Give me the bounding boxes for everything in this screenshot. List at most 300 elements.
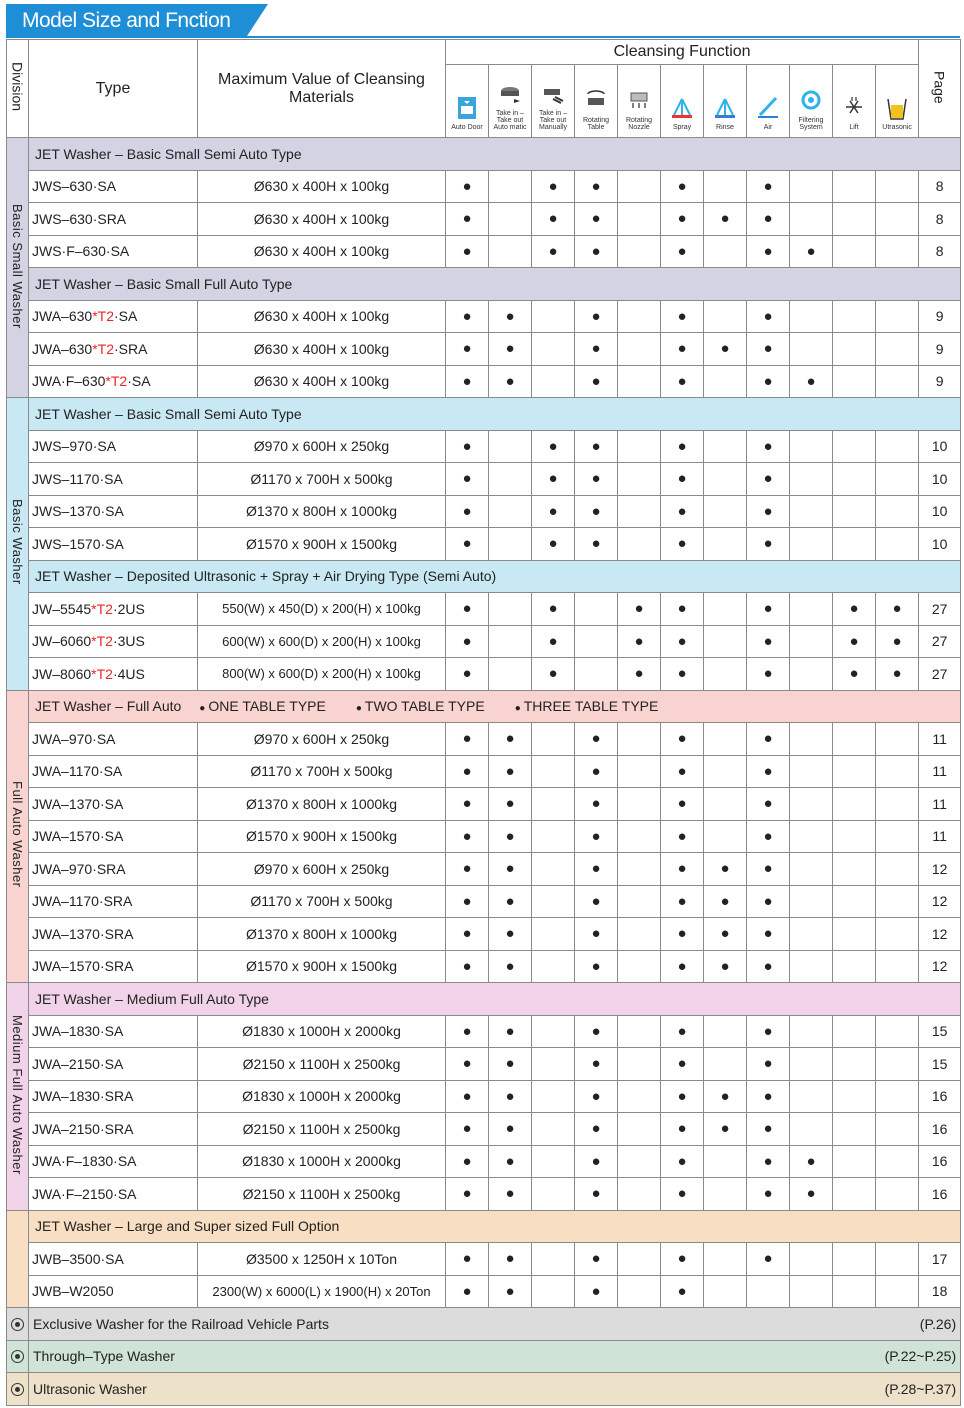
function-cell bbox=[661, 658, 704, 691]
function-cell bbox=[661, 528, 704, 561]
function-cell bbox=[704, 170, 747, 203]
function-header-spray bbox=[661, 65, 704, 138]
type-cell bbox=[29, 1145, 198, 1178]
function-cell bbox=[489, 463, 532, 496]
section-title-text: JET Washer – Basic Small Full Auto Type bbox=[35, 275, 293, 292]
auto-door-icon bbox=[455, 95, 479, 121]
section-header-row bbox=[7, 138, 961, 171]
function-cell bbox=[747, 755, 790, 788]
type-code: JWA–1830·SRA bbox=[32, 1088, 134, 1105]
function-cell bbox=[575, 755, 618, 788]
max-value-cell: Ø1570 x 900H x 1500kg bbox=[198, 950, 446, 983]
function-cell bbox=[661, 885, 704, 918]
page-cell: 17 bbox=[919, 1243, 961, 1276]
function-cell bbox=[704, 593, 747, 626]
function-cell bbox=[489, 1080, 532, 1113]
section-title bbox=[29, 983, 961, 1016]
function-cell bbox=[747, 1080, 790, 1113]
function-cell bbox=[747, 885, 790, 918]
feature-dot-icon: ● bbox=[677, 730, 687, 748]
function-cell bbox=[747, 625, 790, 658]
function-cell bbox=[618, 1048, 661, 1081]
function-cell bbox=[446, 333, 489, 366]
type-cell bbox=[29, 170, 198, 203]
type-code: JWA–970·SRA bbox=[32, 860, 126, 877]
function-cell bbox=[704, 1243, 747, 1276]
feature-dot-icon: ● bbox=[763, 957, 773, 975]
title-underline bbox=[6, 36, 960, 38]
feature-dot-icon: ● bbox=[548, 177, 558, 195]
type-code: ·SA bbox=[127, 373, 151, 390]
feature-dot-icon: ● bbox=[505, 957, 515, 975]
function-cell bbox=[876, 1178, 919, 1211]
feature-dot-icon: ● bbox=[763, 892, 773, 910]
function-cell bbox=[618, 365, 661, 398]
function-cell bbox=[618, 788, 661, 821]
function-cell bbox=[532, 918, 575, 951]
section-header-row bbox=[7, 1210, 961, 1243]
function-cell bbox=[661, 1275, 704, 1308]
feature-dot-icon: ● bbox=[677, 925, 687, 943]
feature-dot-icon: ● bbox=[505, 827, 515, 845]
type-code: JWA–1170·SRA bbox=[32, 893, 133, 910]
function-cell bbox=[489, 1113, 532, 1146]
page-cell: 15 bbox=[919, 1048, 961, 1081]
function-cell bbox=[833, 1015, 876, 1048]
function-cell bbox=[446, 950, 489, 983]
max-value-cell: Ø970 x 600H x 250kg bbox=[198, 853, 446, 886]
function-cell bbox=[747, 1145, 790, 1178]
function-cell bbox=[833, 820, 876, 853]
type-code: JWS–1370·SA bbox=[32, 503, 124, 520]
type-cell bbox=[29, 365, 198, 398]
feature-dot-icon: ● bbox=[634, 632, 644, 650]
function-cell bbox=[661, 1243, 704, 1276]
bullet-cell bbox=[7, 1373, 29, 1406]
feature-dot-icon: ● bbox=[677, 1250, 687, 1268]
function-cell bbox=[876, 723, 919, 756]
function-label: Rinse bbox=[716, 124, 734, 131]
function-cell bbox=[532, 820, 575, 853]
function-cell bbox=[618, 1178, 661, 1211]
feature-dot-icon: ● bbox=[462, 860, 472, 878]
function-cell bbox=[575, 593, 618, 626]
feature-dot-icon: ● bbox=[677, 340, 687, 358]
function-cell bbox=[833, 788, 876, 821]
function-cell bbox=[618, 593, 661, 626]
feature-dot-icon: ● bbox=[849, 632, 859, 650]
air-icon bbox=[756, 95, 780, 121]
type-code-suffix: *T2 bbox=[92, 308, 114, 325]
function-cell bbox=[747, 495, 790, 528]
feature-dot-icon: ● bbox=[677, 827, 687, 845]
function-cell bbox=[833, 1243, 876, 1276]
function-cell bbox=[532, 495, 575, 528]
function-cell bbox=[446, 1145, 489, 1178]
function-cell bbox=[833, 170, 876, 203]
function-cell bbox=[790, 333, 833, 366]
feature-dot-icon: ● bbox=[591, 892, 601, 910]
type-cell bbox=[29, 820, 198, 853]
function-cell bbox=[790, 1178, 833, 1211]
function-cell bbox=[618, 235, 661, 268]
function-cell bbox=[704, 1178, 747, 1211]
function-cell bbox=[489, 885, 532, 918]
function-cell bbox=[704, 885, 747, 918]
feature-dot-icon: ● bbox=[677, 372, 687, 390]
function-cell bbox=[618, 528, 661, 561]
function-cell bbox=[833, 1048, 876, 1081]
type-code-suffix: *T2 bbox=[91, 633, 113, 650]
feature-dot-icon: ● bbox=[591, 210, 601, 228]
function-cell bbox=[790, 1113, 833, 1146]
page-cell: 9 bbox=[919, 300, 961, 333]
feature-dot-icon: ● bbox=[462, 925, 472, 943]
function-cell bbox=[618, 300, 661, 333]
function-cell bbox=[618, 463, 661, 496]
type-cell bbox=[29, 528, 198, 561]
feature-dot-icon: ● bbox=[462, 1185, 472, 1203]
page-cell: 8 bbox=[919, 203, 961, 236]
function-header-rinse bbox=[704, 65, 747, 138]
division-label: Full Auto Washer bbox=[10, 781, 25, 888]
feature-dot-icon: ● bbox=[591, 795, 601, 813]
function-cell bbox=[575, 495, 618, 528]
type-code: ·SRA bbox=[113, 340, 148, 357]
function-cell bbox=[704, 1275, 747, 1308]
function-cell bbox=[532, 1275, 575, 1308]
function-cell bbox=[661, 1080, 704, 1113]
function-cell bbox=[790, 463, 833, 496]
function-cell bbox=[833, 1178, 876, 1211]
function-cell bbox=[532, 1080, 575, 1113]
type-cell bbox=[29, 1048, 198, 1081]
bullet-icon: ● bbox=[514, 703, 521, 715]
feature-dot-icon: ● bbox=[806, 372, 816, 390]
function-cell bbox=[489, 820, 532, 853]
function-cell bbox=[489, 1178, 532, 1211]
function-cell bbox=[532, 1113, 575, 1146]
function-cell bbox=[790, 625, 833, 658]
function-cell bbox=[790, 755, 833, 788]
function-cell bbox=[489, 1048, 532, 1081]
function-cell bbox=[575, 170, 618, 203]
function-cell bbox=[876, 463, 919, 496]
function-cell bbox=[790, 918, 833, 951]
feature-dot-icon: ● bbox=[720, 340, 730, 358]
table-row bbox=[7, 918, 961, 951]
feature-dot-icon: ● bbox=[505, 1120, 515, 1138]
function-cell bbox=[575, 333, 618, 366]
circle-bullet-icon bbox=[11, 1350, 24, 1363]
function-cell bbox=[833, 1113, 876, 1146]
function-cell bbox=[446, 1243, 489, 1276]
table-row bbox=[7, 625, 961, 658]
feature-dot-icon: ● bbox=[892, 665, 902, 683]
function-cell bbox=[575, 950, 618, 983]
feature-dot-icon: ● bbox=[462, 340, 472, 358]
type-code: ·SA bbox=[113, 308, 138, 325]
feature-dot-icon: ● bbox=[763, 1055, 773, 1073]
function-cell bbox=[532, 300, 575, 333]
section-title-text: JET Washer – Full Auto bbox=[35, 698, 182, 715]
type-code: ·2US bbox=[112, 600, 145, 617]
feature-dot-icon: ● bbox=[763, 1250, 773, 1268]
function-cell bbox=[876, 430, 919, 463]
function-cell bbox=[446, 853, 489, 886]
bottom-category-cell bbox=[29, 1340, 961, 1373]
feature-dot-icon: ● bbox=[763, 307, 773, 325]
section-title-text: JET Washer – Basic Small Semi Auto Type bbox=[35, 145, 302, 162]
page-cell: 9 bbox=[919, 333, 961, 366]
function-cell bbox=[618, 885, 661, 918]
type-code: JWA–970·SA bbox=[32, 730, 116, 747]
type-code: JWS–1170·SA bbox=[32, 470, 123, 487]
feature-dot-icon: ● bbox=[505, 1087, 515, 1105]
page-cell: 12 bbox=[919, 885, 961, 918]
function-cell bbox=[704, 820, 747, 853]
function-cell bbox=[489, 593, 532, 626]
function-cell bbox=[833, 658, 876, 691]
function-cell bbox=[489, 1015, 532, 1048]
function-cell bbox=[790, 658, 833, 691]
function-cell bbox=[661, 235, 704, 268]
max-value-cell: Ø1370 x 800H x 1000kg bbox=[198, 918, 446, 951]
feature-dot-icon: ● bbox=[591, 437, 601, 455]
function-label: Filtering System bbox=[798, 117, 824, 131]
function-cell bbox=[790, 885, 833, 918]
function-cell bbox=[876, 528, 919, 561]
table-row bbox=[7, 723, 961, 756]
type-cell bbox=[29, 593, 198, 626]
type-cell bbox=[29, 885, 198, 918]
function-cell bbox=[833, 203, 876, 236]
feature-dot-icon: ● bbox=[677, 535, 687, 553]
function-cell bbox=[833, 463, 876, 496]
feature-dot-icon: ● bbox=[720, 210, 730, 228]
function-cell bbox=[575, 853, 618, 886]
feature-dot-icon: ● bbox=[763, 925, 773, 943]
function-cell bbox=[618, 495, 661, 528]
function-cell bbox=[618, 658, 661, 691]
function-cell bbox=[618, 1113, 661, 1146]
function-cell bbox=[446, 1275, 489, 1308]
title-band bbox=[0, 0, 964, 40]
feature-dot-icon: ● bbox=[720, 957, 730, 975]
function-cell bbox=[747, 300, 790, 333]
feature-dot-icon: ● bbox=[763, 340, 773, 358]
function-cell bbox=[532, 528, 575, 561]
function-cell bbox=[833, 235, 876, 268]
max-value-cell: Ø3500 x 1250H x 10Ton bbox=[198, 1243, 446, 1276]
type-cell bbox=[29, 203, 198, 236]
feature-dot-icon: ● bbox=[892, 600, 902, 618]
function-cell bbox=[747, 170, 790, 203]
type-code: ·3US bbox=[112, 633, 145, 650]
function-cell bbox=[489, 788, 532, 821]
type-code: JWS–1570·SA bbox=[32, 535, 124, 552]
division-cell bbox=[7, 398, 29, 691]
function-cell bbox=[446, 820, 489, 853]
function-cell bbox=[704, 300, 747, 333]
function-cell bbox=[661, 333, 704, 366]
feature-dot-icon: ● bbox=[591, 1022, 601, 1040]
function-label: Lift bbox=[849, 124, 859, 131]
function-cell bbox=[575, 1275, 618, 1308]
type-cell bbox=[29, 1178, 198, 1211]
function-cell bbox=[747, 853, 790, 886]
type-code: JWA–630 bbox=[32, 308, 93, 325]
function-cell bbox=[876, 885, 919, 918]
table-type-option bbox=[356, 698, 485, 714]
function-label: Spray bbox=[672, 124, 692, 131]
model-table bbox=[6, 39, 961, 1406]
function-cell bbox=[575, 365, 618, 398]
function-cell bbox=[747, 235, 790, 268]
function-cell bbox=[833, 723, 876, 756]
function-cell bbox=[446, 170, 489, 203]
function-cell bbox=[575, 430, 618, 463]
feature-dot-icon: ● bbox=[462, 1120, 472, 1138]
table-type-option bbox=[515, 698, 659, 714]
function-cell bbox=[747, 1015, 790, 1048]
section-title bbox=[29, 690, 961, 723]
max-value-cell: Ø1370 x 800H x 1000kg bbox=[198, 495, 446, 528]
max-value-cell: Ø630 x 400H x 100kg bbox=[198, 235, 446, 268]
function-cell bbox=[532, 1015, 575, 1048]
function-cell bbox=[618, 430, 661, 463]
feature-dot-icon: ● bbox=[591, 1055, 601, 1073]
feature-dot-icon: ● bbox=[763, 827, 773, 845]
feature-dot-icon: ● bbox=[505, 1282, 515, 1300]
feature-dot-icon: ● bbox=[763, 860, 773, 878]
feature-dot-icon: ● bbox=[591, 340, 601, 358]
table-row bbox=[7, 235, 961, 268]
function-cell bbox=[532, 333, 575, 366]
feature-dot-icon: ● bbox=[505, 860, 515, 878]
bottom-category-row bbox=[7, 1340, 961, 1373]
page-cell: 16 bbox=[919, 1178, 961, 1211]
bullet-icon: ● bbox=[199, 703, 206, 715]
function-cell bbox=[618, 723, 661, 756]
function-cell bbox=[790, 528, 833, 561]
function-cell bbox=[790, 300, 833, 333]
function-cell bbox=[747, 820, 790, 853]
max-value-cell: 2300(W) x 6000(L) x 1900(H) x 20Ton bbox=[198, 1275, 446, 1308]
section-title-text: JET Washer – Basic Small Semi Auto Type bbox=[35, 405, 302, 422]
function-cell bbox=[618, 203, 661, 236]
function-cell bbox=[833, 755, 876, 788]
function-cell bbox=[747, 723, 790, 756]
bullet-cell bbox=[7, 1308, 29, 1341]
feature-dot-icon: ● bbox=[763, 632, 773, 650]
feature-dot-icon: ● bbox=[763, 1087, 773, 1105]
function-cell bbox=[489, 333, 532, 366]
type-cell bbox=[29, 950, 198, 983]
division-label: Medium Full Auto Washer bbox=[10, 1014, 25, 1175]
feature-dot-icon: ● bbox=[548, 632, 558, 650]
feature-dot-icon: ● bbox=[462, 210, 472, 228]
feature-dot-icon: ● bbox=[548, 535, 558, 553]
function-cell bbox=[618, 853, 661, 886]
feature-dot-icon: ● bbox=[763, 177, 773, 195]
section-header-row bbox=[7, 560, 961, 593]
page-cell: 12 bbox=[919, 853, 961, 886]
table-row bbox=[7, 788, 961, 821]
feature-dot-icon: ● bbox=[462, 1087, 472, 1105]
page-cell: 10 bbox=[919, 528, 961, 561]
function-cell bbox=[833, 950, 876, 983]
function-cell bbox=[618, 1015, 661, 1048]
feature-dot-icon: ● bbox=[505, 892, 515, 910]
page-cell: 11 bbox=[919, 723, 961, 756]
feature-dot-icon: ● bbox=[462, 762, 472, 780]
max-value-cell: Ø630 x 400H x 100kg bbox=[198, 365, 446, 398]
function-cell bbox=[876, 820, 919, 853]
function-cell bbox=[532, 593, 575, 626]
max-value-cell: Ø1570 x 900H x 1500kg bbox=[198, 820, 446, 853]
type-cell bbox=[29, 430, 198, 463]
function-cell bbox=[489, 365, 532, 398]
function-cell bbox=[618, 820, 661, 853]
max-value-cell: 800(W) x 600(D) x 200(H) x 100kg bbox=[198, 658, 446, 691]
feature-dot-icon: ● bbox=[462, 242, 472, 260]
function-cell bbox=[532, 788, 575, 821]
feature-dot-icon: ● bbox=[462, 1022, 472, 1040]
function-cell bbox=[661, 788, 704, 821]
max-value-cell: Ø1570 x 900H x 1500kg bbox=[198, 528, 446, 561]
function-cell bbox=[833, 1145, 876, 1178]
table-row bbox=[7, 1015, 961, 1048]
feature-dot-icon: ● bbox=[677, 1185, 687, 1203]
function-cell bbox=[704, 430, 747, 463]
function-header-auto-door bbox=[446, 65, 489, 138]
function-cell bbox=[618, 950, 661, 983]
function-cell bbox=[876, 788, 919, 821]
function-cell bbox=[532, 755, 575, 788]
section-header-row bbox=[7, 983, 961, 1016]
page-cell: 11 bbox=[919, 755, 961, 788]
feature-dot-icon: ● bbox=[677, 860, 687, 878]
function-cell bbox=[704, 853, 747, 886]
feature-dot-icon: ● bbox=[763, 665, 773, 683]
feature-dot-icon: ● bbox=[677, 502, 687, 520]
max-value-cell: Ø630 x 400H x 100kg bbox=[198, 203, 446, 236]
feature-dot-icon: ● bbox=[763, 372, 773, 390]
function-cell bbox=[446, 788, 489, 821]
bottom-category-cell bbox=[29, 1308, 961, 1341]
function-cell bbox=[661, 430, 704, 463]
function-cell bbox=[704, 528, 747, 561]
feature-dot-icon: ● bbox=[591, 860, 601, 878]
type-code: ·4US bbox=[112, 665, 145, 682]
feature-dot-icon: ● bbox=[677, 762, 687, 780]
function-cell bbox=[790, 495, 833, 528]
division-header bbox=[7, 40, 29, 138]
function-cell bbox=[446, 463, 489, 496]
feature-dot-icon: ● bbox=[677, 1055, 687, 1073]
type-code-suffix: *T2 bbox=[91, 665, 113, 682]
feature-dot-icon: ● bbox=[591, 1185, 601, 1203]
function-cell bbox=[532, 853, 575, 886]
function-cell bbox=[704, 723, 747, 756]
feature-dot-icon: ● bbox=[591, 372, 601, 390]
function-header-take-manual bbox=[532, 65, 575, 138]
function-header-take-auto bbox=[489, 65, 532, 138]
function-cell bbox=[489, 235, 532, 268]
feature-dot-icon: ● bbox=[634, 665, 644, 683]
function-cell bbox=[618, 1080, 661, 1113]
